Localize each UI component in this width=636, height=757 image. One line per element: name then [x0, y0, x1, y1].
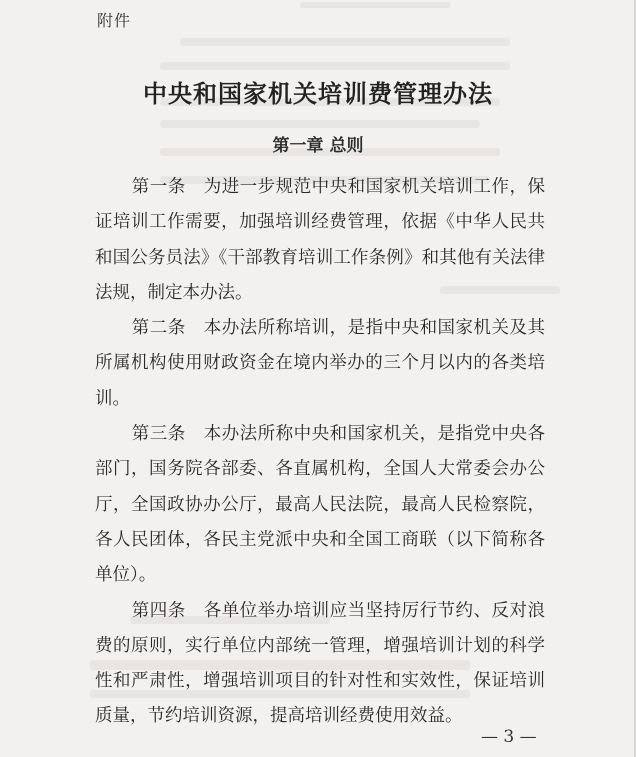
article-4-paragraph: 第四条 各单位举办培训应当坚持厉行节约、反对浪费的原则，实行单位内部统一管理，增强培训计划的科学性和严肃性，增强培训项目的针对性和实效性，保证培训质量，节约培训资源，提高培训经费使用效益。 [95, 600, 545, 727]
article-3-paragraph: 第三条 本办法所称中央和国家机关，是指党中央各部门，国务院各部委、各直属机构，全国人大常委会办公厅，全国政协办公厅，最高人民法院，最高人民检察院，各人民团体，各民主党派中央和全国工商联（以下简称各单位）。 [95, 424, 545, 586]
document-title: 中央和国家机关培训费管理办法 [143, 80, 493, 108]
attachment-label: 附件 [97, 11, 132, 30]
document-body [95, 170, 545, 735]
article-2-paragraph: 第二条 本办法所称培训，是指中央和国家机关及其所属机构使用财政资金在境内举办的三个月以内的各类培训。 [95, 318, 545, 409]
page-number: — 3 — [481, 727, 537, 747]
article-1-paragraph: 第一条 为进一步规范中央和国家机关培训工作，保证培训工作需要，加强培训经费管理，依据《中华人民共和国公务员法》《干部教育培训工作条例》和其他有关法律法规，制定本办法。 [95, 177, 545, 303]
chapter-title: 第一章 总则 [272, 136, 364, 156]
